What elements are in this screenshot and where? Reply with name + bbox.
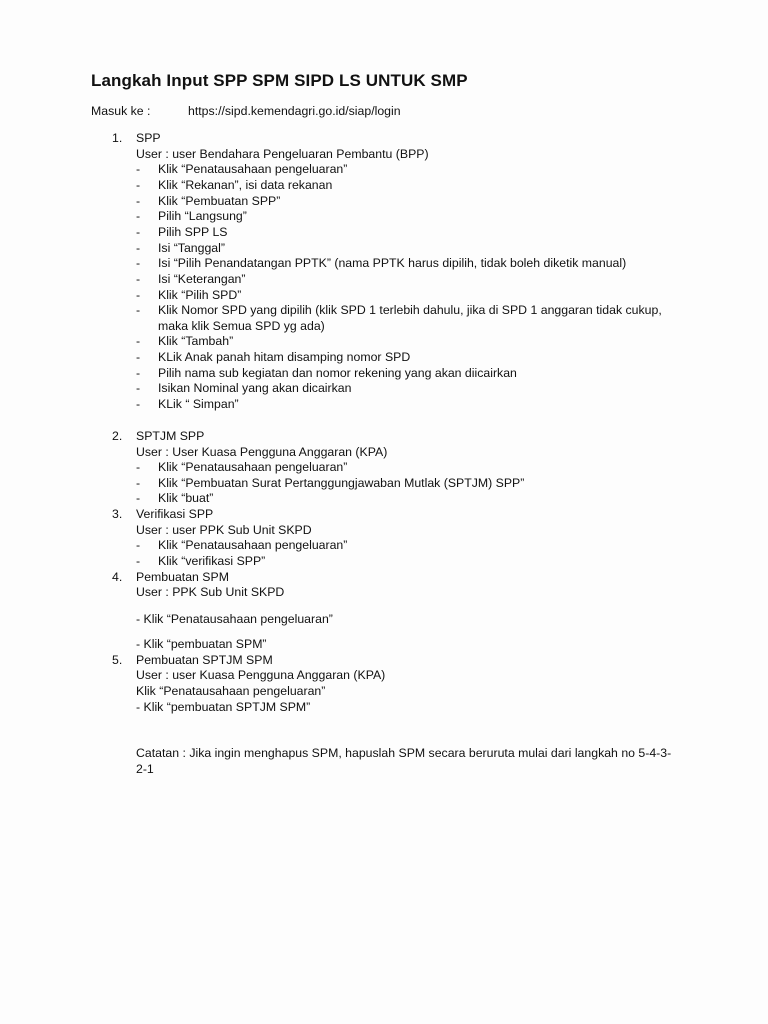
bullet-dash: - — [136, 194, 141, 208]
section-3-heading: Verifikasi SPP — [136, 507, 214, 521]
section-1-step: Klik “Pembuatan SPP” — [158, 194, 281, 208]
section-5-line: Klik “Penatausahaan pengeluaran” — [136, 684, 326, 698]
bullet-dash: - — [136, 178, 141, 192]
section-5-line: - Klik “pembuatan SPTJM SPM” — [136, 700, 311, 714]
section-2-step: Klik “Penatausahaan pengeluaran” — [158, 460, 348, 474]
bullet-dash: - — [136, 397, 141, 411]
bullet-dash: - — [136, 272, 141, 286]
section-1-heading: SPP — [136, 131, 161, 145]
section-2-step: Klik “Pembuatan Surat Pertanggungjawaban Mutlak (SPTJM) SPP” — [158, 476, 525, 490]
section-1-step: KLik Anak panah hitam disamping nomor SPD — [158, 350, 411, 364]
section-3-step: Klik “verifikasi SPP” — [158, 554, 266, 568]
section-2-heading: SPTJM SPP — [136, 429, 205, 443]
bullet-dash: - — [136, 225, 141, 239]
section-5-number: 5. — [112, 653, 123, 667]
section-3-step: Klik “Penatausahaan pengeluaran” — [158, 538, 348, 552]
section-1-user: User : user Bendahara Pengeluaran Pembantu (BPP) — [136, 147, 429, 161]
page-title: Langkah Input SPP SPM SIPD LS UNTUK SMP — [91, 71, 468, 90]
bullet-dash: - — [136, 334, 141, 348]
login-url: https://sipd.kemendagri.go.id/siap/login — [188, 104, 401, 118]
section-5-user: User : user Kuasa Pengguna Anggaran (KPA) — [136, 668, 386, 682]
section-1-step: Klik “Tambah” — [158, 334, 234, 348]
note-line-1: Catatan : Jika ingin menghapus SPM, hapuslah SPM secara beruruta mulai dari langkah no 5-4-3- — [136, 746, 672, 760]
section-1-step: Isi “Pilih Penandatangan PPTK” (nama PPTK harus dipilih, tidak boleh diketik manual) — [158, 256, 627, 270]
section-1-step: Klik “Penatausahaan pengeluaran” — [158, 162, 348, 176]
section-1-step: Isi “Tanggal” — [158, 241, 225, 255]
section-4-line: - Klik “Penatausahaan pengeluaran” — [136, 612, 333, 626]
bullet-dash: - — [136, 256, 141, 270]
section-1-step: Pilih SPP LS — [158, 225, 228, 239]
bullet-dash: - — [136, 288, 141, 302]
bullet-dash: - — [136, 491, 141, 505]
section-3-number: 3. — [112, 507, 123, 521]
section-4-line: - Klik “pembuatan SPM” — [136, 637, 267, 651]
login-row — [91, 104, 401, 118]
section-1-number: 1. — [112, 131, 123, 145]
section-1-step: Klik Nomor SPD yang dipilih (klik SPD 1 terlebih dahulu, jika di SPD 1 anggaran tidak cukup, — [158, 303, 662, 317]
bullet-dash: - — [136, 209, 141, 223]
section-1-step: Pilih “Langsung” — [158, 209, 247, 223]
bullet-dash: - — [136, 241, 141, 255]
section-4-user: User : PPK Sub Unit SKPD — [136, 585, 285, 599]
bullet-dash: - — [136, 538, 141, 552]
section-2-user: User : User Kuasa Pengguna Anggaran (KPA) — [136, 445, 388, 459]
bullet-dash: - — [136, 381, 141, 395]
section-5-heading: Pembuatan SPTJM SPM — [136, 653, 273, 667]
bullet-dash: - — [136, 350, 141, 364]
section-1-step: Isi “Keterangan” — [158, 272, 246, 286]
note-line-2: 2-1 — [136, 762, 154, 776]
section-2-step: Klik “buat” — [158, 491, 214, 505]
section-2-number: 2. — [112, 429, 123, 443]
bullet-dash: - — [136, 303, 141, 317]
section-4-number: 4. — [112, 570, 123, 584]
bullet-dash: - — [136, 554, 141, 568]
section-1-step: Isikan Nominal yang akan dicairkan — [158, 381, 352, 395]
bullet-dash: - — [136, 366, 141, 380]
section-3-user: User : user PPK Sub Unit SKPD — [136, 523, 312, 537]
bullet-dash: - — [136, 476, 141, 490]
section-4-heading: Pembuatan SPM — [136, 570, 229, 584]
section-1-step: Klik “Pilih SPD” — [158, 288, 242, 302]
section-1-step-continuation: maka klik Semua SPD yg ada) — [158, 319, 325, 333]
section-1-step: Klik “Rekanan”, isi data rekanan — [158, 178, 333, 192]
bullet-dash: - — [136, 162, 141, 176]
login-label: Masuk ke : — [91, 104, 151, 118]
bullet-dash: - — [136, 460, 141, 474]
section-1-step: Pilih nama sub kegiatan dan nomor rekening yang akan diicairkan — [158, 366, 517, 380]
section-1-step: KLik “ Simpan” — [158, 397, 239, 411]
